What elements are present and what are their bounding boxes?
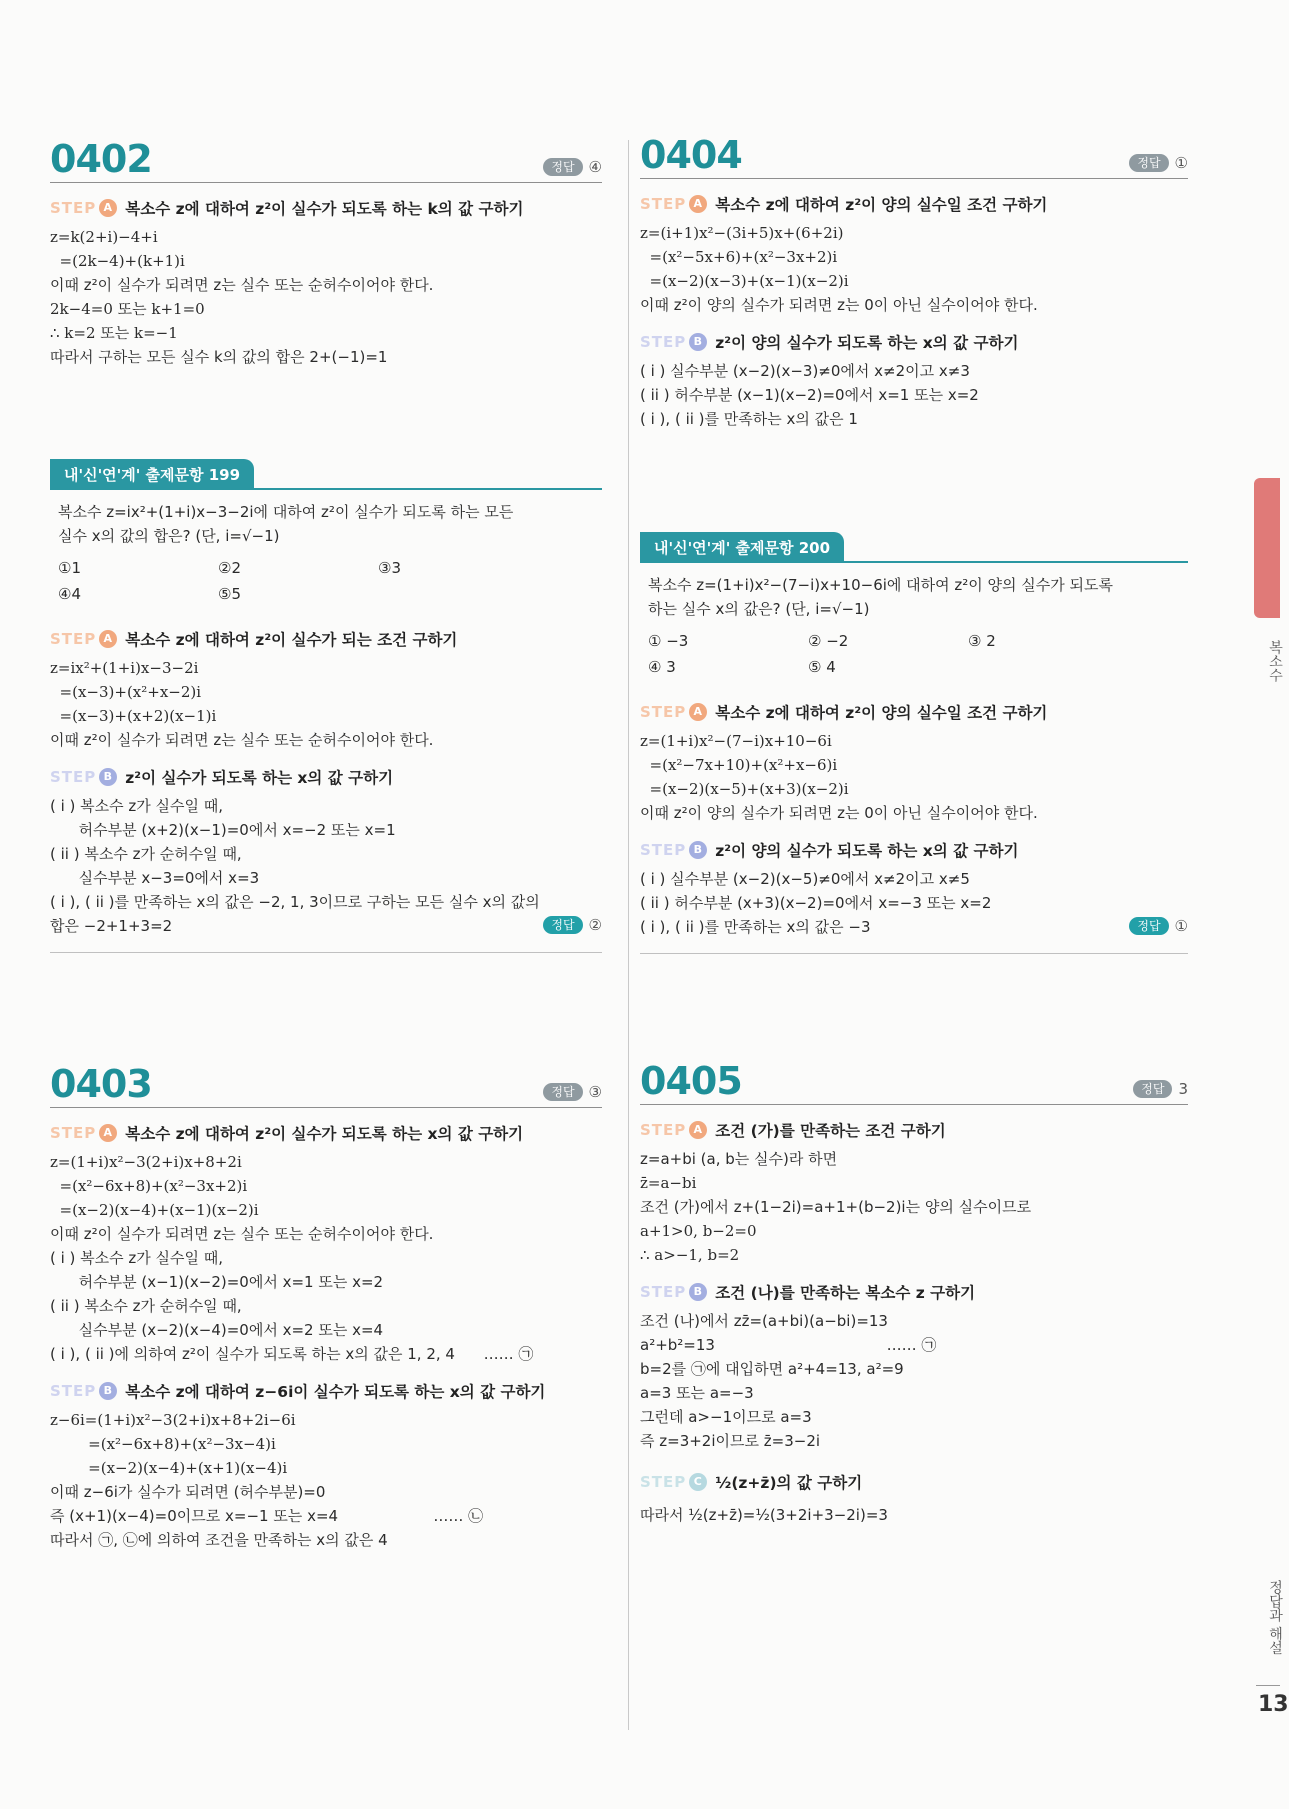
step-b-heading: [640, 1281, 1188, 1303]
solution-line: 이때 z²이 실수가 되려면 z는 실수 또는 순허수이어야 한다.: [50, 1225, 434, 1243]
answer-label: 정답: [543, 158, 582, 176]
solution-line: ( ii ) 허수부분 (x+3)(x−2)=0에서 x=−3 또는 x=2: [640, 894, 992, 912]
solution-line: 따라서 ½(z+z̄)=½(3+2i+3−2i)=3: [640, 1506, 888, 1524]
step-b-heading: [640, 839, 1188, 861]
solution-line: z−6i=(1+i)x²−3(2+i)x+8+2i−6i: [50, 1411, 296, 1429]
section-separator: [640, 953, 1188, 954]
solution-line: z=ix²+(1+i)x−3−2i: [50, 659, 199, 677]
step-c-tag: STEP C: [640, 1473, 707, 1491]
solution-line: =(x−2)(x−3)+(x−1)(x−2)i: [640, 272, 849, 290]
exam-question: 실수 x의 값의 합은? (단, i=√−1): [58, 527, 280, 545]
problem-number: 0404: [640, 133, 742, 177]
exam-banner: [640, 532, 1188, 563]
solution-line: 2k−4=0 또는 k+1=0: [50, 300, 205, 318]
answer-label: 정답: [543, 1083, 582, 1101]
solution-line: ( i ) 실수부분 (x−2)(x−5)≠0에서 x≠2이고 x≠5: [640, 870, 970, 888]
solution-line: 실수부분 x−3=0에서 x=3: [50, 869, 260, 887]
solution-line: ( i ), ( ii )를 만족하는 x의 값은 −3: [640, 918, 871, 936]
answer-badge: [1129, 917, 1188, 937]
step-title: z²이 양의 실수가 되도록 하는 x의 값 구하기: [715, 842, 1019, 860]
banner-rule: [844, 561, 1188, 563]
answer-label: 정답: [1129, 917, 1168, 935]
solution-line: 허수부분 (x−1)(x−2)=0에서 x=1 또는 x=2: [50, 1273, 384, 1291]
step-b-heading: [50, 1380, 602, 1402]
solution-line: 이때 z²이 양의 실수가 되려면 z는 0이 아닌 실수이어야 한다.: [640, 804, 1038, 822]
exam-banner-label: 내'신'연'계' 출제문항 200: [640, 532, 844, 563]
exam-problem-199: [50, 455, 602, 953]
chapter-tab-label: 복소수: [1267, 640, 1283, 682]
solution-line: a²+b²=13 …… ㉠: [640, 1336, 937, 1354]
solution-line: =(x²−5x+6)+(x²−3x+2)i: [640, 248, 838, 266]
solution-line: 합은 −2+1+3=2: [50, 917, 173, 935]
solution-line: ( i ) 복소수 z가 실수일 때,: [50, 1249, 224, 1267]
choice: ③ 2: [968, 632, 996, 650]
step-title: 복소수 z에 대하여 z²이 실수가 되는 조건 구하기: [125, 631, 458, 649]
choice: ③3: [378, 559, 401, 577]
problem-0403: [50, 1062, 602, 1552]
step-b-heading: [640, 331, 1188, 353]
step-title: 조건 (나)를 만족하는 복소수 z 구하기: [715, 1284, 976, 1302]
solution-line: =(x²−7x+10)+(x²+x−6)i: [640, 756, 838, 774]
solution-line: ( i ), ( ii )를 만족하는 x의 값은 1: [640, 410, 858, 428]
solution-line: 조건 (나)에서 zz̄=(a+bi)(a−bi)=13: [640, 1312, 888, 1330]
step-a-heading: [50, 628, 602, 650]
column-divider: [628, 140, 629, 1730]
problem-header: [640, 1059, 1188, 1105]
step-a-heading: [640, 193, 1188, 215]
solution-line: z=(1+i)x²−(7−i)x+10−6i: [640, 732, 832, 750]
answer-badge: [1133, 1080, 1188, 1100]
solution-line: 조건 (가)에서 z+(1−2i)=a+1+(b−2)i는 양의 실수이므로: [640, 1198, 1032, 1216]
answer-badge: [543, 916, 602, 936]
page-number-rule: [1256, 1685, 1280, 1686]
problem-number: 0403: [50, 1062, 152, 1106]
solution-line: a+1>0, b−2=0: [640, 1222, 757, 1240]
step-b-tag: STEP B: [50, 1382, 117, 1400]
solution-line: 즉 z=3+2i이므로 z̄=3−2i: [640, 1432, 821, 1450]
step-title: 조건 (가)를 만족하는 조건 구하기: [715, 1122, 946, 1140]
exam-banner: [50, 459, 602, 490]
step-b-tag: STEP B: [640, 333, 707, 351]
answer-badge: [1129, 154, 1188, 174]
solution-line: ( i ) 실수부분 (x−2)(x−3)≠0에서 x≠2이고 x≠3: [640, 362, 970, 380]
solution-line: =(2k−4)+(k+1)i: [50, 252, 185, 270]
problem-0402: [50, 137, 602, 369]
solution-line: =(x−2)(x−4)+(x−1)(x−2)i: [50, 1201, 259, 1219]
step-title: 복소수 z에 대하여 z²이 실수가 되도록 하는 x의 값 구하기: [125, 1125, 524, 1143]
solution-line: ∴ a>−1, b=2: [640, 1246, 740, 1264]
solution-line: ( i ), ( ii )에 의하여 z²이 실수가 되도록 하는 x의 값은 1, 2, 4 …… ㉠: [50, 1345, 534, 1363]
step-title: ½(z+z̄)의 값 구하기: [715, 1474, 863, 1492]
step-a-tag: STEP A: [640, 1121, 707, 1139]
choice: ① −3: [648, 632, 689, 650]
problem-header: [50, 137, 602, 183]
problem-header: [640, 133, 1188, 179]
solution-line: ∴ k=2 또는 k=−1: [50, 324, 178, 342]
section-separator: [50, 952, 602, 953]
step-a-tag: STEP A: [50, 630, 117, 648]
step-c-heading: [640, 1471, 1188, 1493]
step-title: 복소수 z에 대하여 z²이 양의 실수일 조건 구하기: [715, 196, 1048, 214]
answer-value: ①: [1174, 917, 1188, 935]
step-a-tag: STEP A: [640, 703, 707, 721]
final-row: [640, 915, 1188, 939]
step-a-heading: [640, 1119, 1188, 1141]
step-a-heading: [640, 701, 1188, 723]
solution-line: b=2를 ㉠에 대입하면 a²+4=13, a²=9: [640, 1360, 904, 1378]
solution-line: ( i ) 복소수 z가 실수일 때,: [50, 797, 224, 815]
answer-choices: [58, 556, 602, 606]
problem-header: [50, 1062, 602, 1108]
exam-question: 복소수 z=(1+i)x²−(7−i)x+10−6i에 대하여 z²이 양의 실수가 되도록: [648, 576, 1114, 594]
answer-label: 정답: [1133, 1080, 1172, 1098]
exam-question: 복소수 z=ix²+(1+i)x−3−2i에 대하여 z²이 실수가 되도록 하는 모든: [58, 503, 514, 521]
choice: ② −2: [808, 632, 849, 650]
solution-line: z=k(2+i)−4+i: [50, 228, 158, 246]
step-a-tag: STEP A: [50, 199, 117, 217]
solution-line: 따라서 ㉠, ㉡에 의하여 조건을 만족하는 x의 값은 4: [50, 1531, 388, 1549]
step-b-tag: STEP B: [50, 768, 117, 786]
solution-line: =(x−3)+(x²+x−2)i: [50, 683, 202, 701]
exam-problem-200: [640, 528, 1188, 954]
step-b-heading: [50, 766, 602, 788]
banner-rule: [254, 488, 602, 490]
solution-line: =(x²−6x+8)+(x²−3x−4)i: [50, 1435, 276, 1453]
solution-line: 허수부분 (x+2)(x−1)=0에서 x=−2 또는 x=1: [50, 821, 396, 839]
choice: ⑤5: [218, 585, 241, 603]
solution-line: 이때 z²이 실수가 되려면 z는 실수 또는 순허수이어야 한다.: [50, 276, 434, 294]
solution-line: 그런데 a>−1이므로 a=3: [640, 1408, 812, 1426]
solution-line: 실수부분 (x−2)(x−4)=0에서 x=2 또는 x=4: [50, 1321, 384, 1339]
step-a-tag: STEP A: [640, 195, 707, 213]
solution-line: 이때 z²이 실수가 되려면 z는 실수 또는 순허수이어야 한다.: [50, 731, 434, 749]
answer-label: 정답: [543, 916, 582, 934]
section-label: 정답과 해설: [1267, 1580, 1283, 1655]
solution-line: ( ii ) 복소수 z가 순허수일 때,: [50, 1297, 242, 1315]
choice: ④4: [58, 585, 81, 603]
solution-line: =(x−3)+(x+2)(x−1)i: [50, 707, 217, 725]
solution-line: ( ii ) 허수부분 (x−1)(x−2)=0에서 x=1 또는 x=2: [640, 386, 979, 404]
solution-line: =(x−2)(x−4)+(x+1)(x−4)i: [50, 1459, 288, 1477]
solution-line: ( i ), ( ii )를 만족하는 x의 값은 −2, 1, 3이므로 구하는 모든 실수 x의 값의: [50, 893, 540, 911]
exam-banner-label: 내'신'연'계' 출제문항 199: [50, 459, 254, 490]
step-b-tag: STEP B: [640, 1283, 707, 1301]
step-title: 복소수 z에 대하여 z²이 실수가 되도록 하는 k의 값 구하기: [125, 200, 524, 218]
step-a-tag: STEP A: [50, 1124, 117, 1142]
solution-line: =(x−2)(x−5)+(x+3)(x−2)i: [640, 780, 849, 798]
solution-line: 따라서 구하는 모든 실수 k의 값의 합은 2+(−1)=1: [50, 348, 388, 366]
solution-line: z=a+bi (a, b는 실수)라 하면: [640, 1150, 838, 1168]
page-number: 13: [1258, 1692, 1289, 1717]
step-b-tag: STEP B: [640, 841, 707, 859]
answer-badge: [543, 158, 602, 178]
choice: ①1: [58, 559, 81, 577]
answer-value: ②: [588, 916, 602, 934]
chapter-tab: [1254, 478, 1280, 618]
solution-line: 이때 z−6i가 실수가 되려면 (허수부분)=0: [50, 1483, 326, 1501]
step-title: z²이 양의 실수가 되도록 하는 x의 값 구하기: [715, 334, 1019, 352]
problem-number: 0405: [640, 1059, 742, 1103]
answer-value: ④: [588, 158, 602, 176]
answer-choices: [648, 629, 1188, 679]
answer-badge: [543, 1083, 602, 1103]
solution-line: ( ii ) 복소수 z가 순허수일 때,: [50, 845, 242, 863]
step-title: 복소수 z에 대하여 z²이 양의 실수일 조건 구하기: [715, 704, 1048, 722]
answer-value: ③: [588, 1083, 602, 1101]
choice: ④ 3: [648, 658, 676, 676]
step-title: 복소수 z에 대하여 z−6i이 실수가 되도록 하는 x의 값 구하기: [125, 1383, 546, 1401]
problem-0405: [640, 1059, 1188, 1527]
solution-line: z̄=a−bi: [640, 1174, 697, 1192]
problem-number: 0402: [50, 137, 152, 181]
solution-line: 이때 z²이 양의 실수가 되려면 z는 0이 아닌 실수이어야 한다.: [640, 296, 1038, 314]
final-row: [50, 914, 602, 938]
step-title: z²이 실수가 되도록 하는 x의 값 구하기: [125, 769, 394, 787]
step-a-heading: [50, 1122, 602, 1144]
solution-line: z=(1+i)x²−3(2+i)x+8+2i: [50, 1153, 242, 1171]
step-a-heading: [50, 197, 602, 219]
solution-line: =(x²−6x+8)+(x²−3x+2)i: [50, 1177, 248, 1195]
answer-value: ①: [1174, 154, 1188, 172]
solution-line: a=3 또는 a=−3: [640, 1384, 754, 1402]
solution-line: z=(i+1)x²−(3i+5)x+(6+2i): [640, 224, 844, 242]
choice: ⑤ 4: [808, 658, 836, 676]
answer-label: 정답: [1129, 154, 1168, 172]
choice: ②2: [218, 559, 241, 577]
answer-value: 3: [1178, 1080, 1188, 1098]
exam-question: 하는 실수 x의 값은? (단, i=√−1): [648, 600, 870, 618]
solution-line: 즉 (x+1)(x−4)=0이므로 x=−1 또는 x=4 …… ㉡: [50, 1507, 484, 1525]
problem-0404: [640, 133, 1188, 431]
